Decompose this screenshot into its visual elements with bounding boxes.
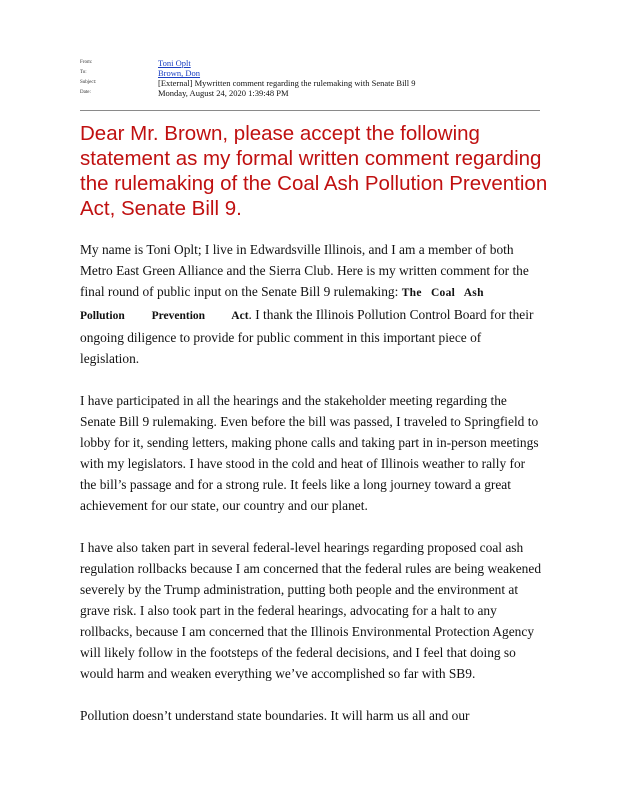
- paragraph-1-text-b: . I thank the Illinois Pollution Control Board for their ongoing diligence to provide for public comment in this important piece of legislation.: [80, 307, 534, 366]
- paragraph-2: I have participated in all the hearings and the stakeholder meeting regarding the Senate Bill 9 rulemaking. Even before the bill was passed, I traveled to Springfield to lobby for it, sending letters, making phone calls and taking part in in-person meetings with my legislators. I have stood in the cold and heat of Illinois weather to rally for the bill’s passage and for a strong rule. It feels like a long journey toward a great achievement for our state, our country and our planet.: [80, 393, 539, 513]
- paragraph-1-text-a: My name is Toni Oplt; I live in Edwardsville Illinois, and I am a member of both Metro East Green Alliance and the Sierra Club. Here is my written comment for the final round of public input on the Senate Bill 9 rulemaking:: [80, 242, 529, 299]
- date-label: Date:: [80, 90, 91, 95]
- paragraph-4: Pollution doesn’t understand state boundaries. It will harm us all and our: [80, 708, 470, 723]
- act-title-part-1: The Coal Ash: [401, 287, 484, 299]
- from-label: From:: [80, 60, 93, 65]
- subject-label: Subject:: [80, 80, 97, 85]
- from-link[interactable]: Toni Oplt: [158, 58, 191, 68]
- header-divider: [80, 110, 540, 111]
- from-row: [80, 58, 540, 68]
- paragraph-3: I have also taken part in several federal-level hearings regarding proposed coal ash regulation rollbacks because I am concerned that the federal rules are being weakened severely by the Trump administration, putting both people and the environment at grave risk. I also took part in the federal hearings, advocating for a halt to any rollbacks, because I am concerned that the Illinois Environmental Protection Agency will likely follow in the footsteps of the federal decisions, and I feel that doing so would harm and weaken everything we’ve accomplished so far with SB9.: [80, 540, 542, 681]
- paragraph-1: [80, 239, 542, 369]
- email-header: [80, 58, 540, 98]
- to-label: To:: [80, 70, 87, 75]
- to-link[interactable]: Brown, Don: [158, 68, 201, 78]
- letter-body: [80, 239, 542, 747]
- subject-value: [External] Mywritten comment regarding the rulemaking with Senate Bill 9: [158, 78, 416, 88]
- date-row: [80, 88, 540, 98]
- date-value: Monday, August 24, 2020 1:39:48 PM: [158, 88, 289, 98]
- to-row: [80, 68, 540, 78]
- salutation-heading: Dear Mr. Brown, please accept the following statement as my formal written comment regarding the rulemaking of the Coal Ash Pollution Prevention Act, Senate Bill 9.: [80, 122, 548, 220]
- act-title-part-2: Pollution Prevention Act: [80, 310, 249, 322]
- subject-row: [80, 78, 540, 88]
